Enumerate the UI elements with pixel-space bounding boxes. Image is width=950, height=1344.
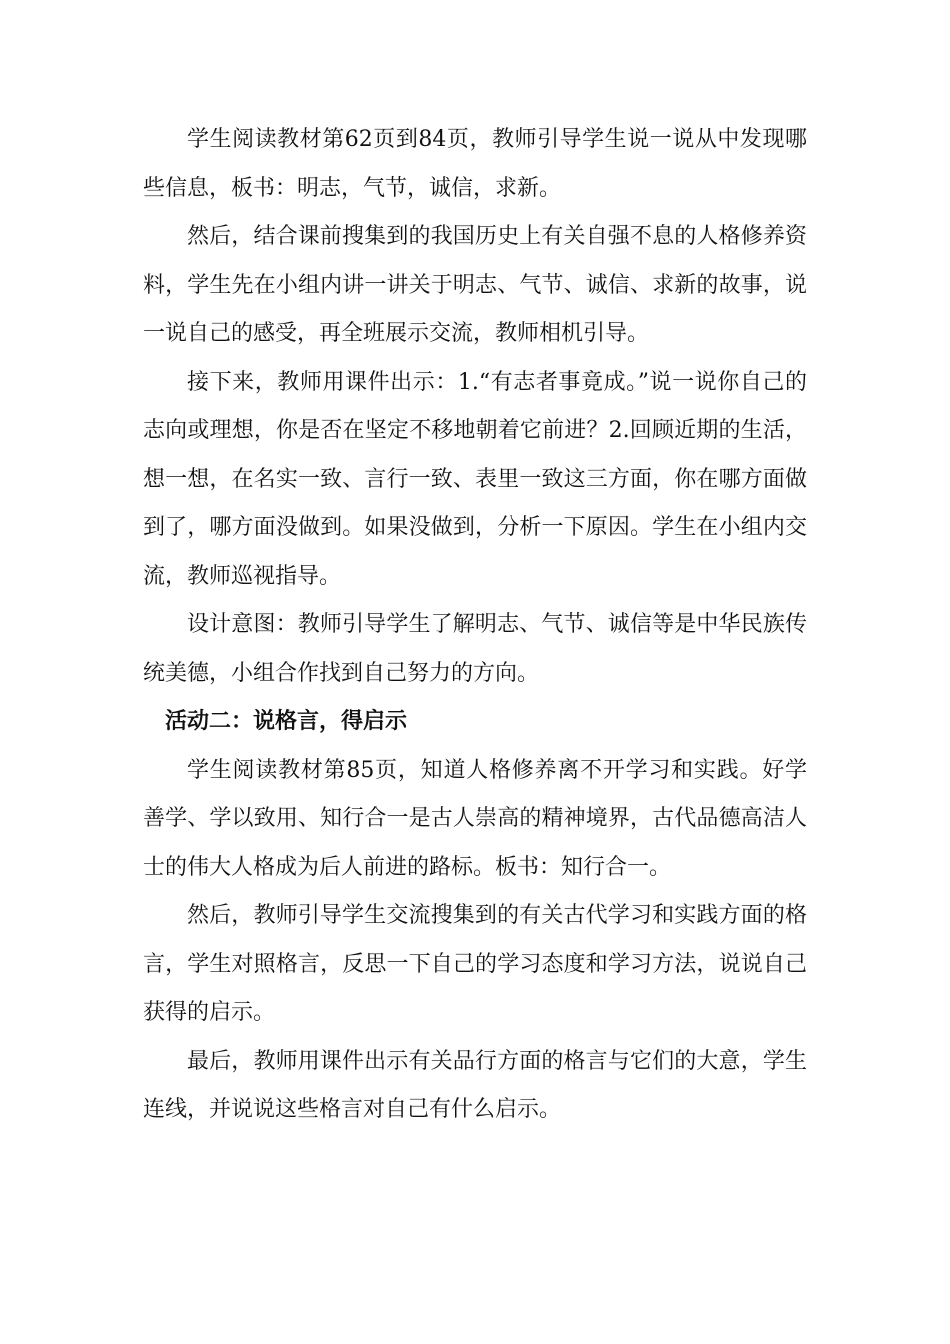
paragraph-courseware-questions: 接下来，教师用课件出示：1.“有志者事竟成。”说一说你自己的志向或理想，你是否在坚定不移地朝着它前进？2.回顾近期的生活，想一想，在名实一致、言行一致、表里一致这三方面，你在哪方面做到了，哪方面没做到。如果没做到，分析一下原因。学生在小组内交流，教师巡视指导。: [143, 369, 807, 589]
paragraph-reading-intro: 学生阅读教材第62页到84页，教师引导学生说一说从中发现哪些信息，板书：明志，气节，诚信，求新。: [143, 127, 807, 201]
paragraph-reading-p85: 学生阅读教材第85页，知道人格修养离不开学习和实践。好学善学、学以致用、知行合一是古人崇高的精神境界，古代品德高洁人士的伟大人格成为后人前进的路标。板书：知行合一。: [143, 757, 807, 880]
document-body: [143, 116, 807, 1135]
paragraph-motto-matching: 最后，教师用课件出示有关品行方面的格言与它们的大意，学生连线，并说说这些格言对自己有什么启示。: [143, 1048, 807, 1122]
paragraph-motto-exchange: 然后，教师引导学生交流搜集到的有关古代学习和实践方面的格言，学生对照格言，反思一下自己的学习态度和学习方法，说说自己获得的启示。: [143, 903, 807, 1025]
paragraph-group-story: 然后，结合课前搜集到的我国历史上有关自强不息的人格修养资料，学生先在小组内讲一讲关于明志、气节、诚信、求新的故事，说一说自己的感受，再全班展示交流，教师相机引导。: [143, 224, 807, 346]
paragraph-design-intent: 设计意图：教师引导学生了解明志、气节、诚信等是中华民族传统美德，小组合作找到自己努力的方向。: [143, 612, 807, 686]
section-heading-activity-two: 活动二：说格言，得启示: [165, 709, 408, 734]
